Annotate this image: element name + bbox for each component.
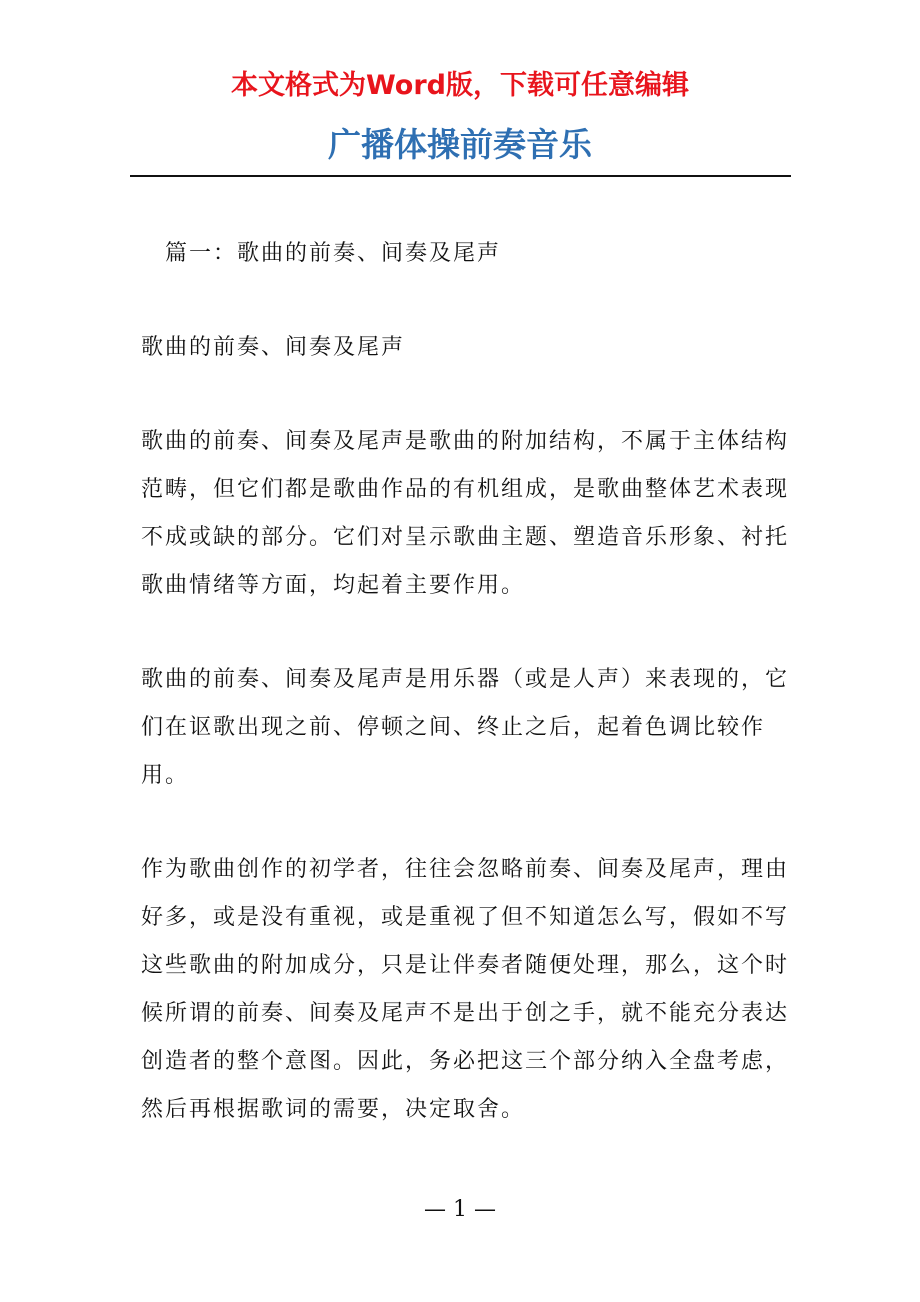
sub-heading: 歌曲的前奏、间奏及尾声: [141, 335, 406, 360]
title-divider: [130, 175, 791, 177]
paragraph-3: 作为歌曲创作的初学者，往往会忽略前奏、间奏及尾声，理由好多，或是没有重视，或是重视了但不知道怎么写，假如不写这些歌曲的附加成分，只是让伴奏者随便处理，那么，这个时候所谓的前奏、间奏及尾声不是出于创之手，就不能充分表达创造者的整个意图。因此，务必把这三个部分纳入全盘考虑，然后再根据歌词的需要，决定取舍。: [141, 857, 790, 1122]
paragraph-1: 歌曲的前奏、间奏及尾声是歌曲的附加结构，不属于主体结构范畴，但它们都是歌曲作品的有机组成，是歌曲整体艺术表现不成或缺的部分。它们对呈示歌曲主题、塑造音乐形象、衬托歌曲情绪等方面，均起着主要作用。: [141, 429, 790, 598]
section-heading: 篇一：歌曲的前奏、间奏及尾声: [165, 241, 502, 266]
page-number: — 1 —: [424, 1197, 496, 1222]
document-body: [141, 230, 791, 1180]
document-title: 广播体操前奏音乐: [328, 125, 592, 164]
paragraph-2: 歌曲的前奏、间奏及尾声是用乐器（或是人声）来表现的，它们在讴歌出现之前、停顿之间、终止之后，起着色调比较作用。: [141, 667, 790, 788]
format-notice: 本文格式为Word版，下载可任意编辑: [230, 70, 689, 101]
